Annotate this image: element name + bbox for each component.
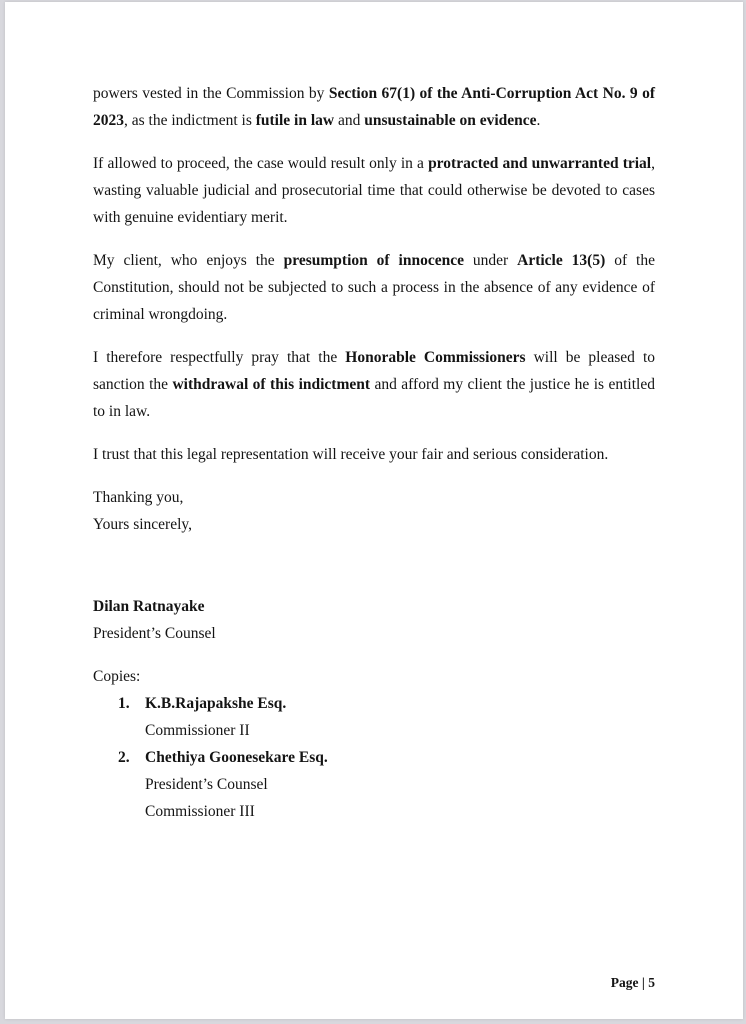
text-run: , as the indictment is: [124, 112, 256, 129]
text-run: of the Constitution, should not be subjected to such a process in the absence of any evidence of criminal wrongdoing.: [93, 252, 655, 323]
copy-item-2-line-2: Commissioner III: [145, 803, 255, 820]
text-run: futile in law: [255, 112, 335, 129]
copy-item-1-line-1: Commissioner II: [145, 722, 250, 739]
text-run: Section 67(1) of the Anti-Corruption Act No. 9 of 2023: [93, 85, 655, 129]
text-run: Article 13(5): [517, 252, 606, 269]
signatory-title: President’s Counsel: [93, 625, 216, 642]
text-run: If allowed to proceed, the case would result only in a: [93, 155, 429, 172]
text-run: , wasting valuable judicial and prosecutorial time that could otherwise be devoted to cases with genuine evidentiary merit.: [93, 155, 655, 226]
copy-item-2-number: 2.: [118, 749, 130, 766]
text-run: I trust that this legal representation will receive your fair and serious consideration.: [93, 446, 609, 463]
copy-item-1: [93, 690, 655, 717]
copies-label: Copies:: [93, 668, 141, 685]
text-run: presumption of innocence: [283, 252, 464, 269]
page-number: Page | 5: [610, 975, 655, 990]
text-run: My client, who enjoys the: [93, 252, 284, 269]
text-run: unsustainable on evidence: [364, 112, 537, 129]
text-run: Honorable Commissioners: [345, 349, 526, 366]
text-run: .: [536, 112, 541, 129]
text-run: under: [463, 252, 518, 269]
text-run: and afford my client the justice he is entitled to in law.: [93, 376, 655, 420]
closing-line-sincerely: Yours sincerely,: [93, 516, 193, 533]
closing-block: [93, 484, 655, 538]
copy-item-2-line-1: President’s Counsel: [145, 776, 268, 793]
document-page: [5, 2, 743, 1019]
text-run: will be pleased to sanction the: [93, 349, 655, 393]
text-run: and: [334, 112, 365, 129]
signatory-name: Dilan Ratnayake: [93, 598, 205, 615]
text-run: powers vested in the Commission by: [93, 85, 329, 102]
letter-body: [93, 80, 655, 825]
paragraph-5: [93, 441, 655, 468]
paragraph-4: [93, 344, 655, 425]
copy-item-2: [93, 744, 655, 771]
signature-block: [93, 593, 655, 647]
copy-item-1-number: 1.: [118, 695, 130, 712]
paragraph-1: [93, 80, 655, 134]
text-run: withdrawal of this indictment: [172, 376, 371, 393]
text-run: protracted and unwarranted trial: [428, 155, 652, 172]
closing-line-thanking: Thanking you,: [93, 489, 184, 506]
paragraph-3: [93, 247, 655, 328]
text-run: I therefore respectfully pray that the: [93, 349, 346, 366]
copy-item-2-name: Chethiya Goonesekare Esq.: [145, 749, 328, 766]
copies-block: [93, 663, 655, 825]
copy-item-1-name: K.B.Rajapakshe Esq.: [145, 695, 287, 712]
paragraph-2: [93, 150, 655, 231]
